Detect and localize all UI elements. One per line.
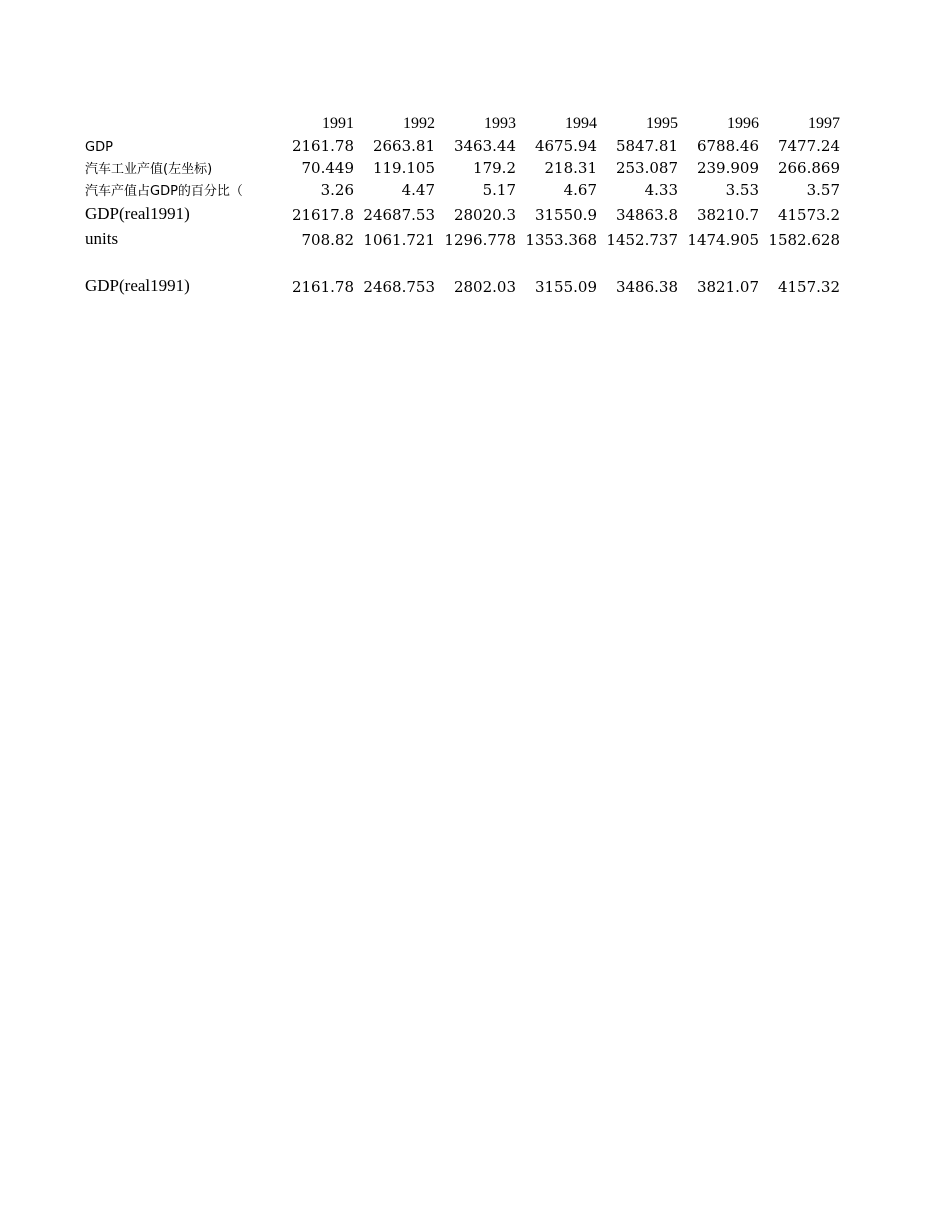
value-cell[interactable]: 266.869: [777, 159, 840, 177]
empty-row: [85, 249, 842, 271]
value-cell[interactable]: 3.26: [320, 181, 354, 199]
row-label-cell[interactable]: units: [85, 229, 119, 248]
year-header-cell[interactable]: 1997: [808, 115, 840, 132]
spreadsheet-table: [85, 109, 842, 296]
value-cell[interactable]: 3463.44: [453, 137, 516, 155]
row-label-cell[interactable]: 汽车工业产值(左坐标): [85, 162, 213, 177]
value-cell[interactable]: 3.57: [806, 181, 840, 199]
value-cell[interactable]: 6788.46: [696, 137, 759, 155]
value-cell[interactable]: 239.909: [696, 159, 759, 177]
row-label-cell[interactable]: 汽车产值占GDP的百分比（: [85, 184, 243, 199]
year-header-cell[interactable]: 1995: [646, 115, 678, 132]
year-header-cell[interactable]: 1991: [322, 115, 354, 132]
value-cell[interactable]: 31550.9: [534, 206, 597, 224]
table-row: [85, 177, 842, 199]
empty-cell[interactable]: [680, 249, 761, 271]
value-cell[interactable]: 119.105: [372, 159, 435, 177]
value-cell[interactable]: 1474.905: [687, 231, 759, 249]
value-cell[interactable]: 1452.737: [606, 231, 678, 249]
empty-cell[interactable]: [356, 249, 437, 271]
value-cell[interactable]: 38210.7: [696, 206, 759, 224]
value-cell[interactable]: 1582.628: [768, 231, 840, 249]
year-header-cell[interactable]: 1994: [565, 115, 597, 132]
value-cell[interactable]: 2802.03: [453, 278, 516, 296]
row-label-cell[interactable]: GDP(real1991): [85, 204, 190, 223]
value-cell[interactable]: 218.31: [544, 159, 597, 177]
value-cell[interactable]: 3486.38: [615, 278, 678, 296]
value-cell[interactable]: 3.53: [725, 181, 759, 199]
value-cell[interactable]: 4.33: [644, 181, 678, 199]
value-cell[interactable]: 1061.721: [363, 231, 435, 249]
value-cell[interactable]: 2468.753: [363, 278, 435, 296]
value-cell[interactable]: 41573.2: [777, 206, 840, 224]
value-cell[interactable]: 5.17: [482, 181, 516, 199]
value-cell[interactable]: 1353.368: [525, 231, 597, 249]
table-row: [85, 271, 842, 296]
value-cell[interactable]: 4.47: [401, 181, 435, 199]
year-header-cell[interactable]: 1993: [484, 115, 516, 132]
value-cell[interactable]: 3821.07: [696, 278, 759, 296]
value-cell[interactable]: 2663.81: [372, 137, 435, 155]
value-cell[interactable]: 4675.94: [534, 137, 597, 155]
value-cell[interactable]: 708.82: [301, 231, 354, 249]
empty-cell[interactable]: [599, 249, 680, 271]
header-row: [85, 109, 842, 133]
table-row: [85, 224, 842, 249]
table-row: [85, 199, 842, 224]
value-cell[interactable]: 70.449: [301, 159, 354, 177]
value-cell[interactable]: 4.67: [563, 181, 597, 199]
value-cell[interactable]: 21617.8: [291, 206, 354, 224]
empty-cell[interactable]: [437, 249, 518, 271]
value-cell[interactable]: 3155.09: [534, 278, 597, 296]
value-cell[interactable]: 1296.778: [444, 231, 516, 249]
row-label-cell[interactable]: GDP(real1991): [85, 276, 190, 295]
value-cell[interactable]: 34863.8: [615, 206, 678, 224]
value-cell[interactable]: 2161.78: [291, 137, 354, 155]
value-cell[interactable]: 24687.53: [363, 206, 435, 224]
year-header-cell[interactable]: 1992: [403, 115, 435, 132]
value-cell[interactable]: 4157.32: [777, 278, 840, 296]
value-cell[interactable]: 253.087: [615, 159, 678, 177]
empty-cell[interactable]: [518, 249, 599, 271]
value-cell[interactable]: 2161.78: [291, 278, 354, 296]
table-row: [85, 155, 842, 177]
year-header-cell[interactable]: 1996: [727, 115, 759, 132]
empty-cell[interactable]: [761, 249, 842, 271]
header-corner-cell: [85, 109, 275, 133]
value-cell[interactable]: 7477.24: [777, 137, 840, 155]
value-cell[interactable]: 28020.3: [453, 206, 516, 224]
value-cell[interactable]: 5847.81: [615, 137, 678, 155]
empty-cell[interactable]: [275, 249, 356, 271]
value-cell[interactable]: 179.2: [473, 159, 516, 177]
row-label-cell[interactable]: GDP: [85, 140, 113, 155]
table-row: [85, 133, 842, 155]
empty-cell[interactable]: [85, 249, 275, 271]
